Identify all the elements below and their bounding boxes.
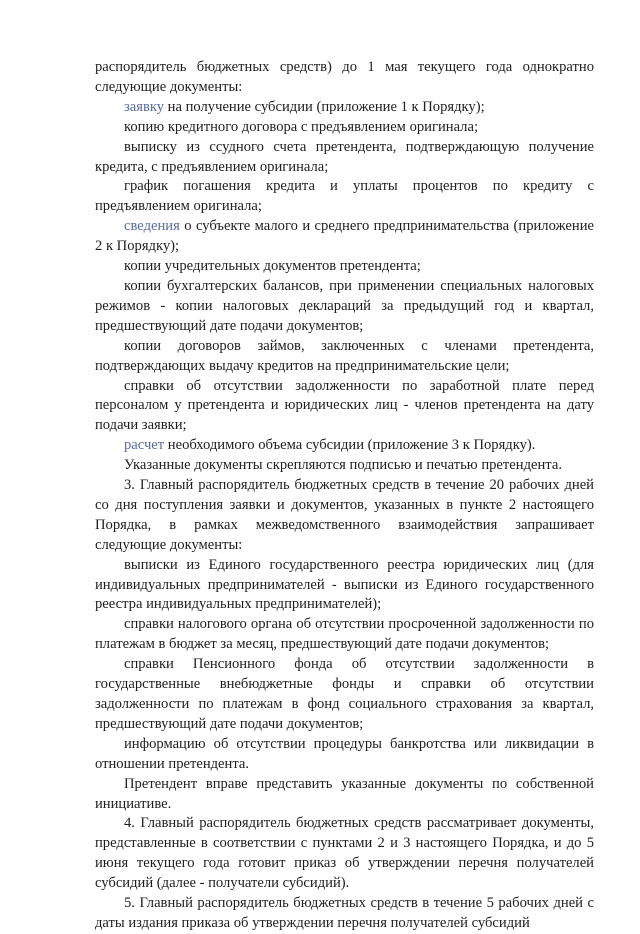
paragraph: справки об отсутствии задолженности по заработной плате перед персоналом у претендента и юридических лиц - членов претендента на дату подачи заявки; xyxy=(95,377,594,434)
paragraph: сведения о субъекте малого и среднего предпринимательства (приложение 2 к Порядку); xyxy=(95,218,594,255)
paragraph: копии бухгалтерских балансов, при применении специальных налоговых режимов - копии налоговых деклараций за предыдущий год и квартал, предшествующий дате подачи документов; xyxy=(95,277,594,334)
paragraph: справки налогового органа об отсутствии просроченной задолженности по платежам в бюджет за месяц, предшествующий дате подачи документов; xyxy=(95,616,594,653)
info-link[interactable]: сведения xyxy=(124,218,180,235)
paragraph: 4. Главный распорядитель бюджетных средств рассматривает документы, представленные в соответствии с пунктами 2 и 3 настоящего Порядка, и до 5 июня текущего года готовит приказ об утверждении перечня получателей субсидий (далее - получатели субсидий). xyxy=(95,815,594,892)
application-link[interactable]: заявку xyxy=(124,98,165,115)
paragraph: заявку на получение субсидии (приложение 1 к Порядку); xyxy=(124,98,485,115)
paragraph: график погашения кредита и уплаты процентов по кредиту с предъявлением оригинала; xyxy=(95,178,594,215)
paragraph: распорядитель бюджетных средств) до 1 мая текущего года однократно следующие документы: xyxy=(95,59,594,95)
paragraph: копию кредитного договора с предъявлением оригинала; xyxy=(124,118,478,135)
paragraph: Указанные документы скрепляются подписью и печатью претендента. xyxy=(124,457,562,474)
paragraph: справки Пенсионного фонда об отсутствии задолженности в государственные внебюджетные фонды и справки об отсутствии задолженности по платежам в фонд социального страхования за квартал, предшествующий дате подачи документов; xyxy=(95,656,594,732)
paragraph: расчет необходимого объема субсидии (приложение 3 к Порядку). xyxy=(124,437,536,454)
document-body xyxy=(95,58,594,934)
paragraph: копии учредительных документов претендента; xyxy=(124,258,421,275)
paragraph: выписки из Единого государственного реестра юридических лиц (для индивидуальных предпринимателей - выписки из Единого государственного реестра индивидуальных предпринимателей); xyxy=(95,556,594,613)
paragraph: копии договоров займов, заключенных с членами претендента, подтверждающих выдачу кредитов на предпринимательские цели; xyxy=(95,337,594,374)
paragraph: информацию об отсутствии процедуры банкротства или ликвидации в отношении претендента. xyxy=(95,735,594,772)
paragraph: выписку из ссудного счета претендента, подтверждающую получение кредита, с предъявлением оригинала; xyxy=(95,138,594,175)
calculation-link[interactable]: расчет xyxy=(124,437,165,454)
paragraph: 5. Главный распорядитель бюджетных средств в течение 5 рабочих дней с даты издания приказа об утверждении перечня получателей субсидий xyxy=(95,895,594,931)
paragraph: Претендент вправе представить указанные документы по собственной инициативе. xyxy=(95,775,594,812)
paragraph: 3. Главный распорядитель бюджетных средств в течение 20 рабочих дней со дня поступления заявки и документов, указанных в пункте 2 настоящего Порядка, в рамках межведомственного взаимодействия запрашивает следующие документы: xyxy=(95,477,594,553)
